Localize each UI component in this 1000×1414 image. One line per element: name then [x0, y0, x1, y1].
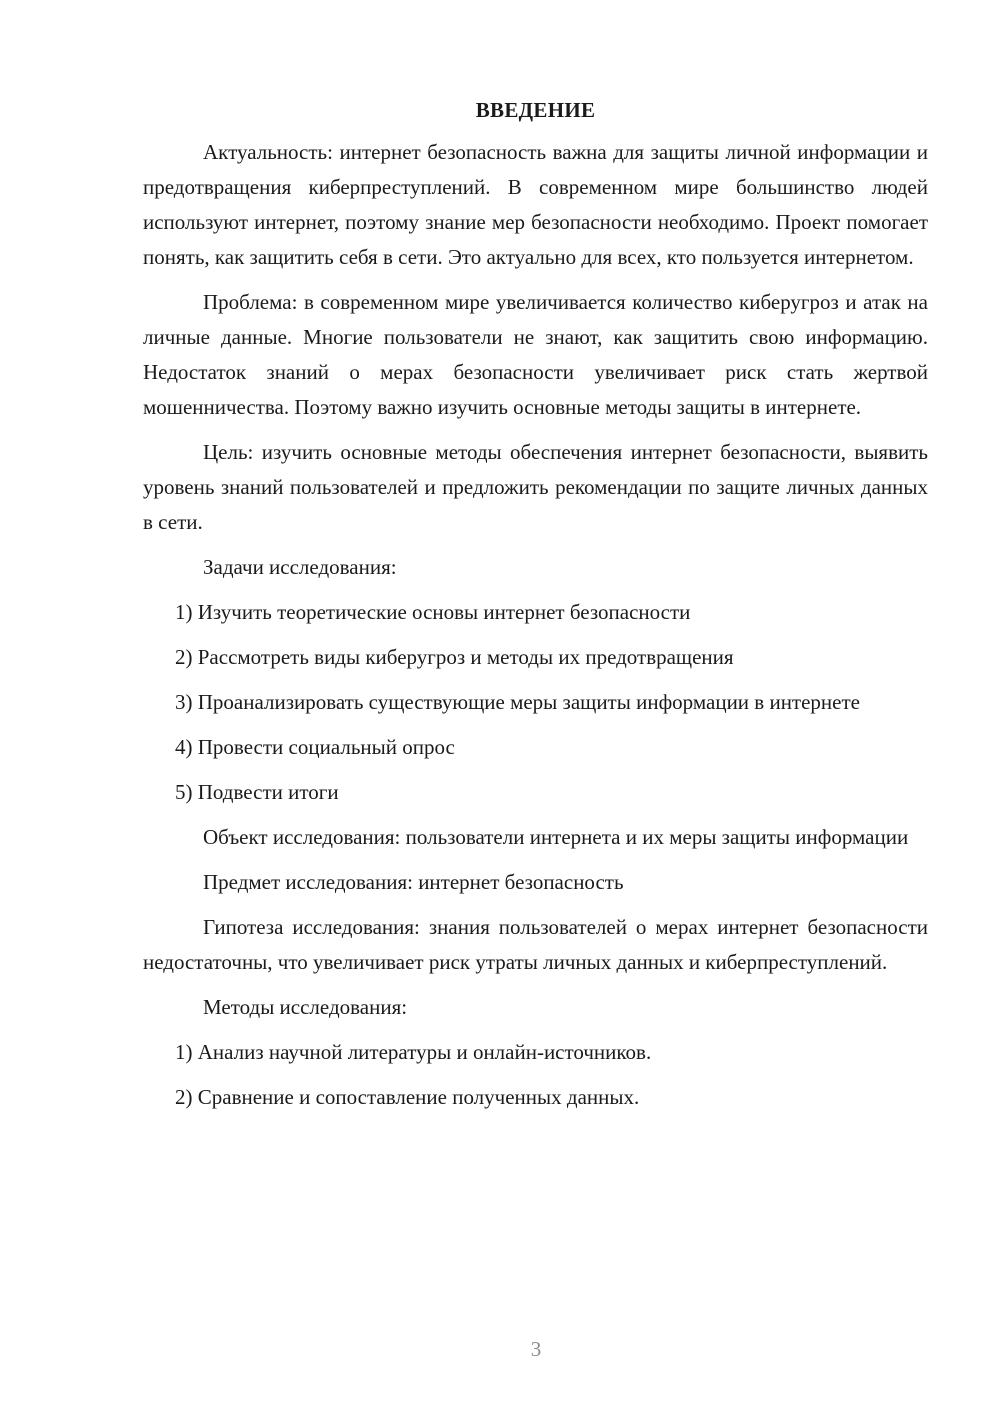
hypothesis-paragraph: Гипотеза исследования: знания пользователей о мерах интернет безопасности недостаточны, что увеличивает риск утраты личных данных и киберпреступлений.: [143, 915, 928, 974]
methods-label: Методы исследования:: [203, 995, 408, 1019]
task-item-1: 1) Изучить теоретические основы интернет безопасности: [175, 600, 691, 624]
tasks-label: Задачи исследования:: [203, 555, 397, 579]
method-item-1: 1) Анализ научной литературы и онлайн-источников.: [175, 1040, 652, 1064]
task-item-4: 4) Провести социальный опрос: [175, 735, 455, 759]
section-heading: ВВЕДЕНИЕ: [475, 98, 596, 122]
page-content: [143, 93, 928, 1125]
object-paragraph: Объект исследования: пользователи интернета и их меры защиты информации: [203, 825, 909, 849]
problem-paragraph: Проблема: в современном мире увеличивается количество киберугроз и атак на личные данные. Многие пользователи не знают, как защитить свою информацию. Недостаток знаний о мерах безопасности увеличивает риск стать жертвой мошенничества. Поэтому важно изучить основные методы защиты в интернете.: [143, 290, 928, 419]
page-number: 3: [530, 1337, 542, 1361]
subject-paragraph: Предмет исследования: интернет безопасность: [203, 870, 624, 894]
task-item-2: 2) Рассмотреть виды киберугроз и методы их предотвращения: [175, 645, 734, 669]
task-item-3: 3) Проанализировать существующие меры защиты информации в интернете: [175, 690, 860, 714]
method-item-2: 2) Сравнение и сопоставление полученных данных.: [175, 1085, 640, 1109]
relevance-paragraph: Актуальность: интернет безопасность важна для защиты личной информации и предотвращения киберпреступлений. В современном мире большинство людей используют интернет, поэтому знание мер безопасности необходимо. Проект помогает понять, как защитить себя в сети. Это актуально для всех, кто пользуется интернетом.: [143, 140, 928, 269]
goal-paragraph: Цель: изучить основные методы обеспечения интернет безопасности, выявить уровень знаний пользователей и предложить рекомендации по защите личных данных в сети.: [143, 440, 928, 534]
task-item-5: 5) Подвести итоги: [175, 780, 339, 804]
